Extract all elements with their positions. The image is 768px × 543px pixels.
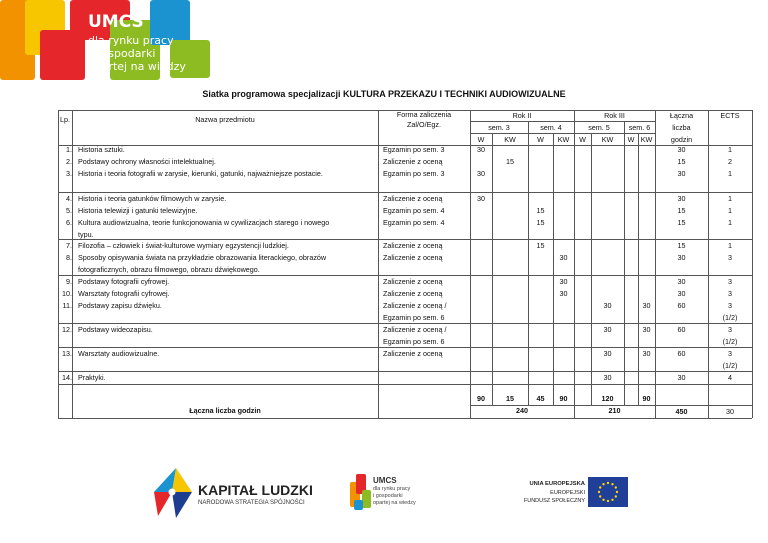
sum-ects: 30 [726,407,734,416]
row-ects: (1/2) [722,313,738,322]
header-s3kw: KW [504,135,516,144]
row-total: 30 [677,277,686,286]
table-divider [624,121,625,133]
table-divider [58,110,752,111]
header-lp: Lp. [60,115,70,124]
header-sem-4: sem. 4 [540,123,562,132]
row-name: Historia i teoria gatunków filmowych w zarysie. [78,194,227,203]
row-name: Historia telewizji i gatunki telewizyjne. [78,206,198,215]
kapital-ludzki-emblem [148,462,196,522]
row-value-s6kw: 30 [642,325,651,334]
row-ects: 1 [728,169,732,178]
row-name: Warsztaty audiowizualne. [78,349,160,358]
header-s4w: W [537,135,544,144]
eu-star-icon [602,483,604,485]
eu-star-icon [611,499,613,501]
table-divider [470,405,752,406]
row-form: Zaliczenie z oceną / [383,301,447,310]
row-form: Zaliczenie z oceną [383,289,443,298]
row-value-s3w: 30 [477,145,485,154]
row-value-s3kw: 15 [506,157,514,166]
eu-flag-icon [588,477,628,507]
sum-s6kw: 90 [642,394,651,403]
row-value-s5kw: 30 [603,349,612,358]
row-total: 15 [677,157,686,166]
row-lp: 13. [62,349,72,358]
header-s5kw: KW [601,135,614,144]
row-total: 30 [677,373,686,382]
page-title: Siatka programowa specjalizacji KULTURA PRZEKAZU I TECHNIKI AUDIOWIZUALNE [202,89,566,99]
eu-line-2: EUROPEJSKI [550,490,585,496]
logo-line-2: i gospodarki [88,47,156,60]
row-total: 15 [677,241,686,250]
row-total: 30 [677,145,686,154]
row-ects: 1 [728,241,732,250]
table-divider [752,110,753,418]
row-value-s4w: 15 [536,218,545,227]
sum-rok-2: 240 [516,406,528,415]
row-name: Filozofia – człowiek i świat-kulturowe wymiary egzystencji ludzkiej. [78,241,289,250]
sum-s3w: 90 [477,394,485,403]
row-form: Zaliczenie z oceną [383,194,443,203]
header-name: Nazwa przedmiotu [195,115,255,124]
row-value-s4kw: 30 [559,277,568,286]
row-ects: 1 [728,206,732,215]
row-ects: 4 [728,373,732,382]
eu-star-icon [599,486,601,488]
eu-line-1: UNIA EUROPEJSKA [529,481,585,487]
eu-star-icon [607,482,609,484]
header-sem-6: sem. 6 [628,123,651,132]
row-form: Zaliczenie z oceną [383,157,443,166]
row-form: Egzamin po sem. 4 [383,218,445,227]
table-divider [528,121,529,133]
row-form: Egzamin po sem. 3 [383,169,445,178]
row-ects: 3 [728,253,732,262]
row-name: Podstawy ochrony własności intelektualnej. [78,157,216,166]
header-s6kw: KW [640,135,653,144]
header-total-3: godzin [670,135,693,144]
row-name: Warsztaty fotografii cyfrowej. [78,289,170,298]
row-form: Zaliczenie z oceną [383,277,443,286]
umcs-logo [0,0,215,80]
umcs-small-line-2: i gospodarki [373,493,403,499]
row-lp: 9. [66,277,72,286]
header-rok-2: Rok II [512,111,532,120]
row-value-s4kw: 30 [559,289,568,298]
row-value-s3w: 30 [477,169,485,178]
row-value-s4w: 15 [536,241,545,250]
table-divider [574,121,655,122]
table-divider [58,145,752,146]
table-divider [58,418,752,419]
header-form-2: Zal/O/Egz. [407,120,441,129]
table-divider [574,110,575,418]
eu-star-icon [602,499,604,501]
eu-star-icon [611,483,613,485]
row-lp: 6. [66,218,72,227]
table-divider [58,192,752,193]
row-form: Zaliczenie z oceną [383,241,443,250]
row-name: Kultura audiowizualna, teorie funkcjonowania w cywilizacjach starego i nowego [78,218,330,227]
header-s6w: W [627,135,635,144]
sum-label: Łączna liczba godzin [189,406,261,415]
table-divider [58,323,752,324]
table-divider [72,110,73,418]
row-ects: 3 [728,325,732,334]
row-name: Podstawy fotografii cyfrowej. [78,277,170,286]
row-ects: 3 [728,349,732,358]
row-form: Egzamin po sem. 4 [383,206,445,215]
header-total-1: Łączna [669,111,694,120]
row-name: Podstawy wideozapisu. [78,325,153,334]
row-name: typu. [78,230,94,239]
sum-s3kw: 15 [506,394,514,403]
umcs-small-line-3: opartej na wiedzy [373,500,416,506]
eu-star-icon [599,495,601,497]
table-divider [470,133,655,134]
row-total: 30 [677,194,686,203]
table-divider [470,110,471,418]
row-value-s4kw: 30 [559,253,568,262]
header-sem-5: sem. 5 [588,123,610,132]
row-lp: 4. [66,194,72,203]
row-lp: 5. [66,206,72,215]
umcs-small-line-1: dla rynku pracy [373,486,411,492]
row-value-s6kw: 30 [642,349,651,358]
row-total: 60 [677,325,686,334]
row-value-s4w: 15 [536,206,545,215]
header-s4kw: KW [557,135,570,144]
row-value-s5kw: 30 [603,325,612,334]
header-form-1: Forma zaliczenia [396,110,452,119]
logo-line-1: dla rynku pracy [88,34,174,47]
row-name: fotograficznych, obrazu filmowego, obrazu dźwiękowego. [78,265,260,274]
eu-star-icon [616,491,618,493]
row-form: Egzamin po sem. 6 [383,313,445,322]
row-lp: 8. [66,253,72,262]
row-ects: (1/2) [722,361,738,370]
row-total: 60 [677,301,686,310]
kapital-ludzki-logo [148,462,313,527]
eu-star-icon [607,500,609,502]
row-total: 15 [677,218,686,227]
sum-s4kw: 90 [559,394,568,403]
table-divider [378,110,379,418]
row-ects: 1 [728,145,732,154]
row-total: 30 [677,169,686,178]
table-divider [708,110,709,418]
row-name: Podstawy zapisu dźwięku. [78,301,162,310]
sum-s4w: 45 [536,394,545,403]
row-value-s6kw: 30 [642,301,651,310]
umcs-small-title: UMCS [373,476,397,485]
row-name: Praktyki. [78,373,106,382]
logo-main-text: UMCS [88,12,144,32]
header-total-2: liczba [672,123,691,132]
row-ects: 1 [728,194,732,203]
row-lp: 7. [66,241,72,250]
row-value-s3w: 30 [477,194,485,203]
row-total: 15 [677,206,686,215]
row-total: 30 [677,289,686,298]
table-divider [58,275,752,276]
row-value-s5kw: 30 [603,373,612,382]
table-divider [58,110,59,418]
row-lp: 11. [62,301,72,310]
curriculum-table [58,110,752,418]
row-form: Zaliczenie z oceną / [383,325,447,334]
header-s3w: W [477,135,485,144]
header-sem-3: sem. 3 [488,123,510,132]
header-s5w: W [579,135,586,144]
row-total: 60 [677,349,686,358]
eu-star-icon [598,491,600,493]
row-name: Historia sztuki. [78,145,125,154]
row-total: 30 [677,253,686,262]
row-lp: 12. [62,325,72,334]
eu-line-3: FUNDUSZ SPOŁECZNY [523,498,585,504]
table-divider [638,133,639,405]
table-divider [58,347,752,348]
header-rok-3: Rok III [604,111,625,120]
table-divider [470,121,574,122]
row-lp: 3. [66,169,72,178]
row-ects: 3 [728,277,732,286]
row-lp: 2. [66,157,72,166]
table-divider [655,110,656,418]
row-ects: 3 [728,301,732,310]
eu-star-icon [615,486,617,488]
table-divider [58,239,752,240]
header-ects: ECTS [720,111,740,120]
row-form: Zaliczenie z oceną [383,253,443,262]
sum-total: 450 [675,407,688,416]
row-lp: 10. [62,289,72,298]
row-ects: 2 [728,157,732,166]
eu-star-icon [615,495,617,497]
table-divider [624,133,625,405]
row-name: Sposoby opisywania świata na przykładzie obrazowania literackiego, obrazów [78,253,327,262]
table-divider [58,384,752,385]
row-form: Egzamin po sem. 3 [383,145,445,154]
sum-rok-3: 210 [608,406,621,415]
row-ects: (1/2) [722,337,738,346]
logo-line-3: opartej na wiedzy [88,60,186,73]
table-divider [58,371,752,372]
table-divider [591,133,592,405]
table-divider [553,133,554,405]
table-divider [492,133,493,405]
table-divider [528,133,529,405]
row-name: Historia i teoria fotografii w zarysie, kierunki, gatunki, najważniejsze postacie. [78,169,323,178]
row-lp: 14. [62,373,72,382]
row-ects: 3 [728,289,732,298]
sum-s5kw: 120 [601,394,614,403]
row-form: Zaliczenie z oceną [383,349,443,358]
row-lp: 1. [66,145,72,154]
row-value-s5kw: 30 [603,301,612,310]
row-ects: 1 [728,218,732,227]
row-form: Egzamin po sem. 6 [383,337,445,346]
kl-title: KAPITAŁ LUDZKI [198,482,313,498]
kl-subtitle: NARODOWA STRATEGIA SPÓJNOŚCI [198,500,305,506]
